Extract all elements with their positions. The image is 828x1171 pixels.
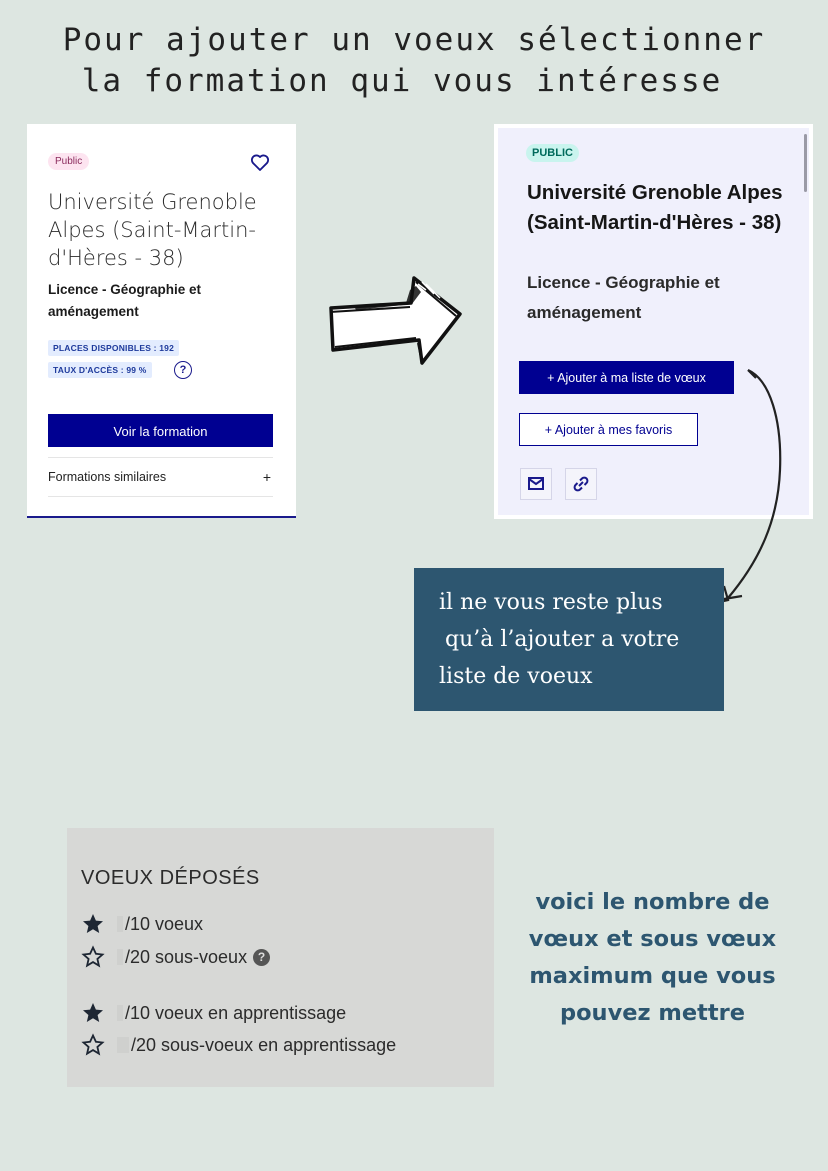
voeux-deposes-photo (67, 828, 494, 1087)
ajouter-liste-voeux-button[interactable]: + Ajouter à ma liste de vœux (519, 361, 734, 394)
callout-box (414, 568, 724, 711)
heading-line-1: Pour ajouter un voeux sélectionner (62, 22, 766, 58)
formations-similaires-label: Formations similaires (48, 470, 167, 484)
count-blank (117, 949, 123, 965)
heading-line-2: la formation qui vous intéresse (81, 63, 723, 99)
taux-tag: TAUX D'ACCÈS : 99 % (48, 362, 152, 378)
count-blank (117, 1005, 123, 1021)
callout-line-1: il ne vous reste plus (439, 590, 663, 615)
mail-button[interactable] (520, 468, 552, 500)
note-text: voici le nombre de vœux et sous vœux maximum que vous pouvez mettre (528, 889, 777, 1026)
mail-icon (521, 469, 551, 499)
count-blank (117, 916, 123, 932)
university-name: Université Grenoble Alpes (Saint-Martin-d'Hères - 38) (48, 190, 257, 270)
ajouter-favoris-button[interactable]: + Ajouter à mes favoris (519, 413, 698, 446)
university-name: Université Grenoble Alpes (Saint-Martin-d'Hères - 38) (527, 181, 783, 234)
voeux-count-label: /10 voeux (125, 913, 204, 934)
formations-similaires-row[interactable] (48, 457, 273, 497)
licence-name: Licence - Géographie et aménagement (48, 282, 202, 319)
sous-voeux-apprentissage-row (81, 1033, 396, 1057)
count-blank (117, 1037, 129, 1053)
voeux-deposes-title: VOEUX DÉPOSÉS (81, 867, 260, 889)
public-badge: Public (48, 153, 89, 170)
page-heading (0, 20, 828, 102)
callout-line-3: liste de voeux (439, 664, 593, 689)
plus-icon[interactable]: + (262, 469, 271, 485)
licence-name: Licence - Géographie et aménagement (527, 273, 720, 322)
places-tag: PLACES DISPONIBLES : 192 (48, 340, 179, 356)
help-icon[interactable]: ? (253, 949, 270, 966)
link-button[interactable] (565, 468, 597, 500)
voeux-apprentissage-label: /10 voeux en apprentissage (125, 1002, 347, 1023)
formation-card-left (27, 124, 296, 518)
callout-line-2: qu’à l’ajouter a votre (445, 627, 680, 652)
heart-icon[interactable] (250, 153, 270, 172)
link-icon (566, 469, 596, 499)
star-outline-icon (81, 945, 105, 969)
sous-voeux-row (81, 945, 270, 969)
scrollbar[interactable] (804, 134, 807, 192)
star-filled-icon (81, 912, 105, 936)
public-badge: PUBLIC (526, 144, 579, 162)
sous-voeux-count-label: /20 sous-voeux (125, 946, 248, 967)
star-outline-icon (81, 1033, 105, 1057)
star-filled-icon (81, 1001, 105, 1025)
sous-voeux-apprentissage-label: /20 sous-voeux en apprentissage (131, 1034, 397, 1055)
question-icon[interactable]: ? (174, 361, 192, 379)
voir-formation-button[interactable]: Voir la formation (48, 414, 273, 447)
right-arrow-icon (326, 270, 466, 370)
voeux-apprentissage-row (81, 1001, 346, 1025)
voeux-row (81, 912, 203, 936)
